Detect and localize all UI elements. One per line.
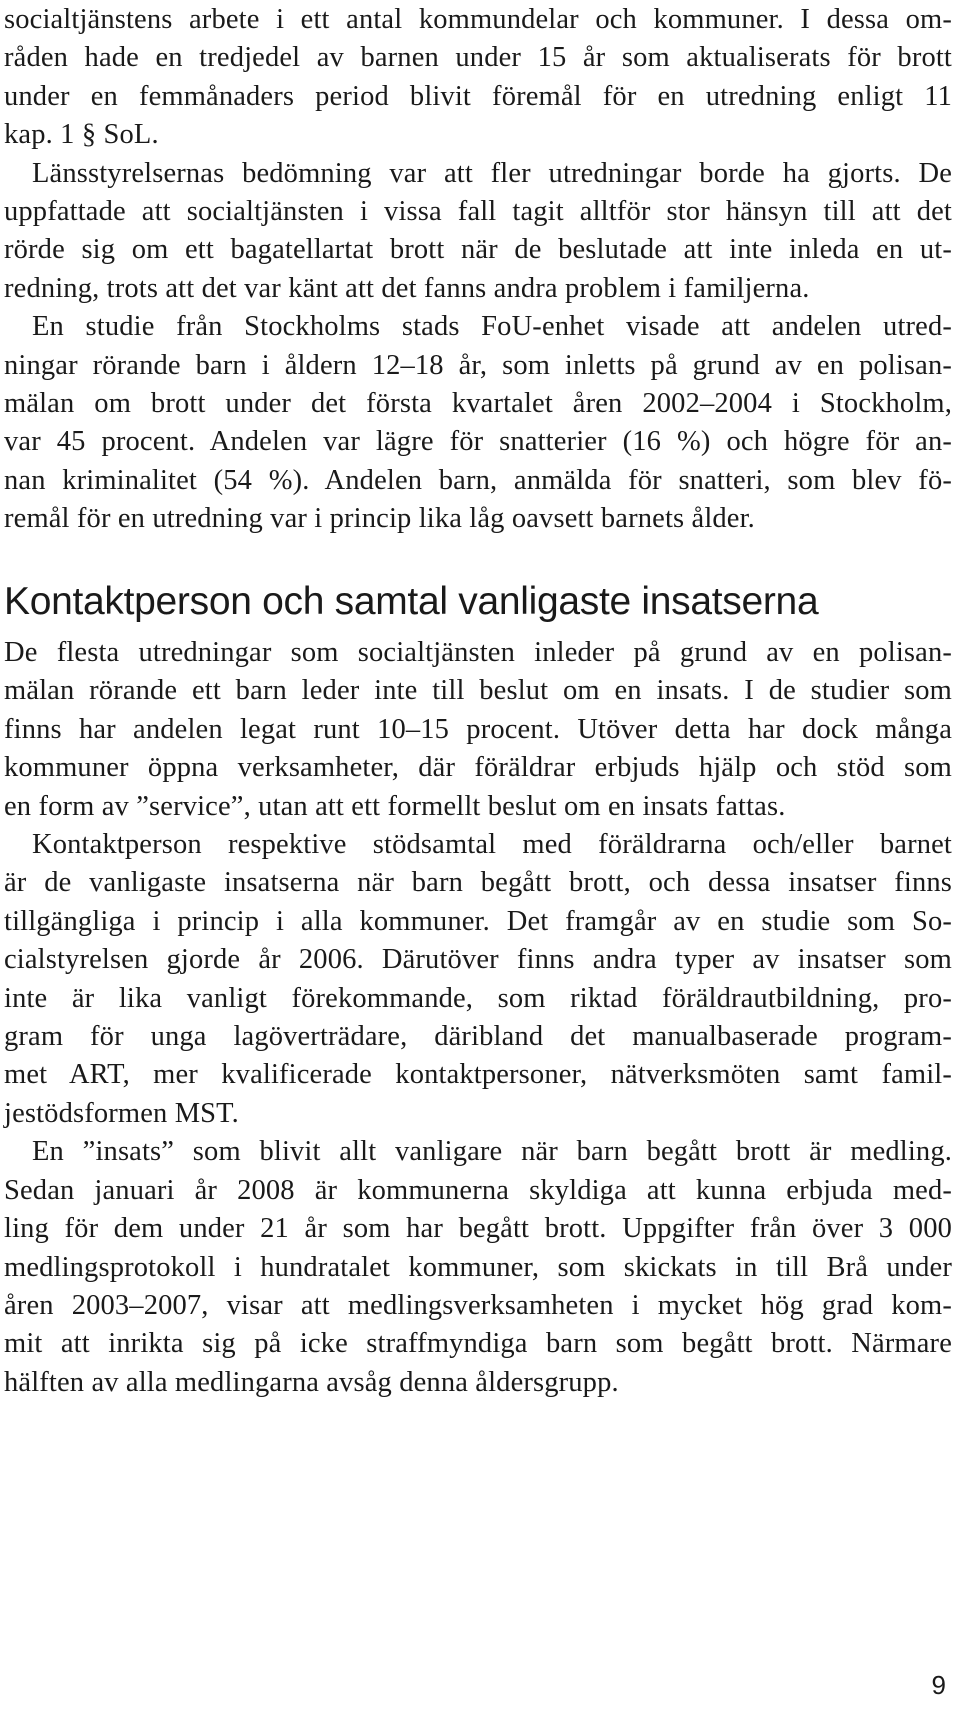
text-line: Länsstyrelsernas bedömning var att fler utredningar borde ha gjorts. De bbox=[32, 157, 952, 189]
text-line: redning, trots att det var känt att det fanns andra problem i familjerna. bbox=[4, 272, 810, 304]
text-line: socialtjänstens arbete i ett antal kommundelar och kommuner. I dessa om- bbox=[4, 4, 952, 35]
text-line: gram för unga lagöverträdare, däribland det manualbaserade program- bbox=[4, 1021, 952, 1053]
text-line: nan kriminalitet (54 %). Andelen barn, anmälda för snatteri, som blev fö- bbox=[4, 464, 952, 496]
text-line: Kontaktperson respektive stödsamtal med föräldrarna och/eller barnet bbox=[32, 829, 952, 861]
text-line: ling för dem under 21 år som har begått brott. Uppgifter från över 3 000 bbox=[4, 1213, 952, 1245]
body-text-section-1 bbox=[4, 1, 952, 539]
body-text-section-2 bbox=[4, 634, 952, 1402]
text-line: uppfattade att socialtjänsten i vissa fall tagit alltför stor hänsyn till att det bbox=[4, 196, 952, 228]
text-line: kommuner öppna verksamheter, där föräldrar erbjuds hjälp och stöd som bbox=[4, 752, 952, 784]
text-line: finns har andelen legat runt 10–15 procent. Utöver detta har dock många bbox=[4, 713, 952, 745]
text-line: mälan om brott under det första kvartalet åren 2002–2004 i Stockholm, bbox=[4, 388, 952, 420]
text-line: De flesta utredningar som socialtjänsten inleder på grund av en polisan- bbox=[4, 637, 952, 668]
section-heading: Kontaktperson och samtal vanligaste insatserna bbox=[4, 580, 819, 623]
text-line: är de vanligaste insatserna när barn begått brott, och dessa insatser finns bbox=[4, 867, 952, 899]
text-line: ningar rörande barn i åldern 12–18 år, som inletts på grund av en polisan- bbox=[4, 349, 952, 381]
text-line: mit att inrikta sig på icke straffmyndiga barn som begått brott. Närmare bbox=[4, 1328, 952, 1360]
text-line: remål för en utredning var i princip lika låg oavsett barnets ålder. bbox=[4, 503, 755, 535]
text-line: åren 2003–2007, visar att medlingsverksamheten i mycket hög grad kom- bbox=[4, 1289, 952, 1321]
text-line: inte är lika vanligt förekommande, som riktad föräldrautbildning, pro- bbox=[4, 982, 952, 1014]
text-line: hälften av alla medlingarna avsåg denna åldersgrupp. bbox=[4, 1366, 619, 1398]
text-line: En studie från Stockholms stads FoU-enhet visade att andelen utred- bbox=[32, 311, 952, 343]
text-line: rörde sig om ett bagatellartat brott när de beslutade att inte inleda en ut- bbox=[4, 234, 952, 266]
text-line: kap. 1 § SoL. bbox=[4, 119, 159, 151]
text-line: var 45 procent. Andelen var lägre för snatterier (16 %) och högre för an- bbox=[4, 426, 952, 458]
text-line: råden hade en tredjedel av barnen under 15 år som aktualiserats för brott bbox=[4, 42, 952, 74]
text-line: met ART, mer kvalificerade kontaktpersoner, nätverksmöten samt famil- bbox=[4, 1059, 952, 1091]
text-line: Sedan januari år 2008 är kommunerna skyldiga att kunna erbjuda med- bbox=[4, 1174, 952, 1206]
page-number: 9 bbox=[931, 1670, 946, 1700]
text-line: medlingsprotokoll i hundratalet kommuner, som skickats in till Brå under bbox=[4, 1251, 952, 1283]
text-line: mälan rörande ett barn leder inte till beslut om en insats. I de studier som bbox=[4, 675, 952, 707]
text-line: tillgängliga i princip i alla kommuner. Det framgår av en studie som So- bbox=[4, 905, 952, 937]
text-line: jestödsformen MST. bbox=[4, 1097, 239, 1129]
text-line: En ”insats” som blivit allt vanligare när barn begått brott är medling. bbox=[32, 1136, 952, 1168]
text-line: cialstyrelsen gjorde år 2006. Därutöver finns andra typer av insatser som bbox=[4, 944, 952, 976]
text-line: under en femmånaders period blivit föremål för en utredning enligt 11 bbox=[4, 80, 952, 112]
text-line: en form av ”service”, utan att ett formellt beslut om en insats fattas. bbox=[4, 790, 786, 822]
